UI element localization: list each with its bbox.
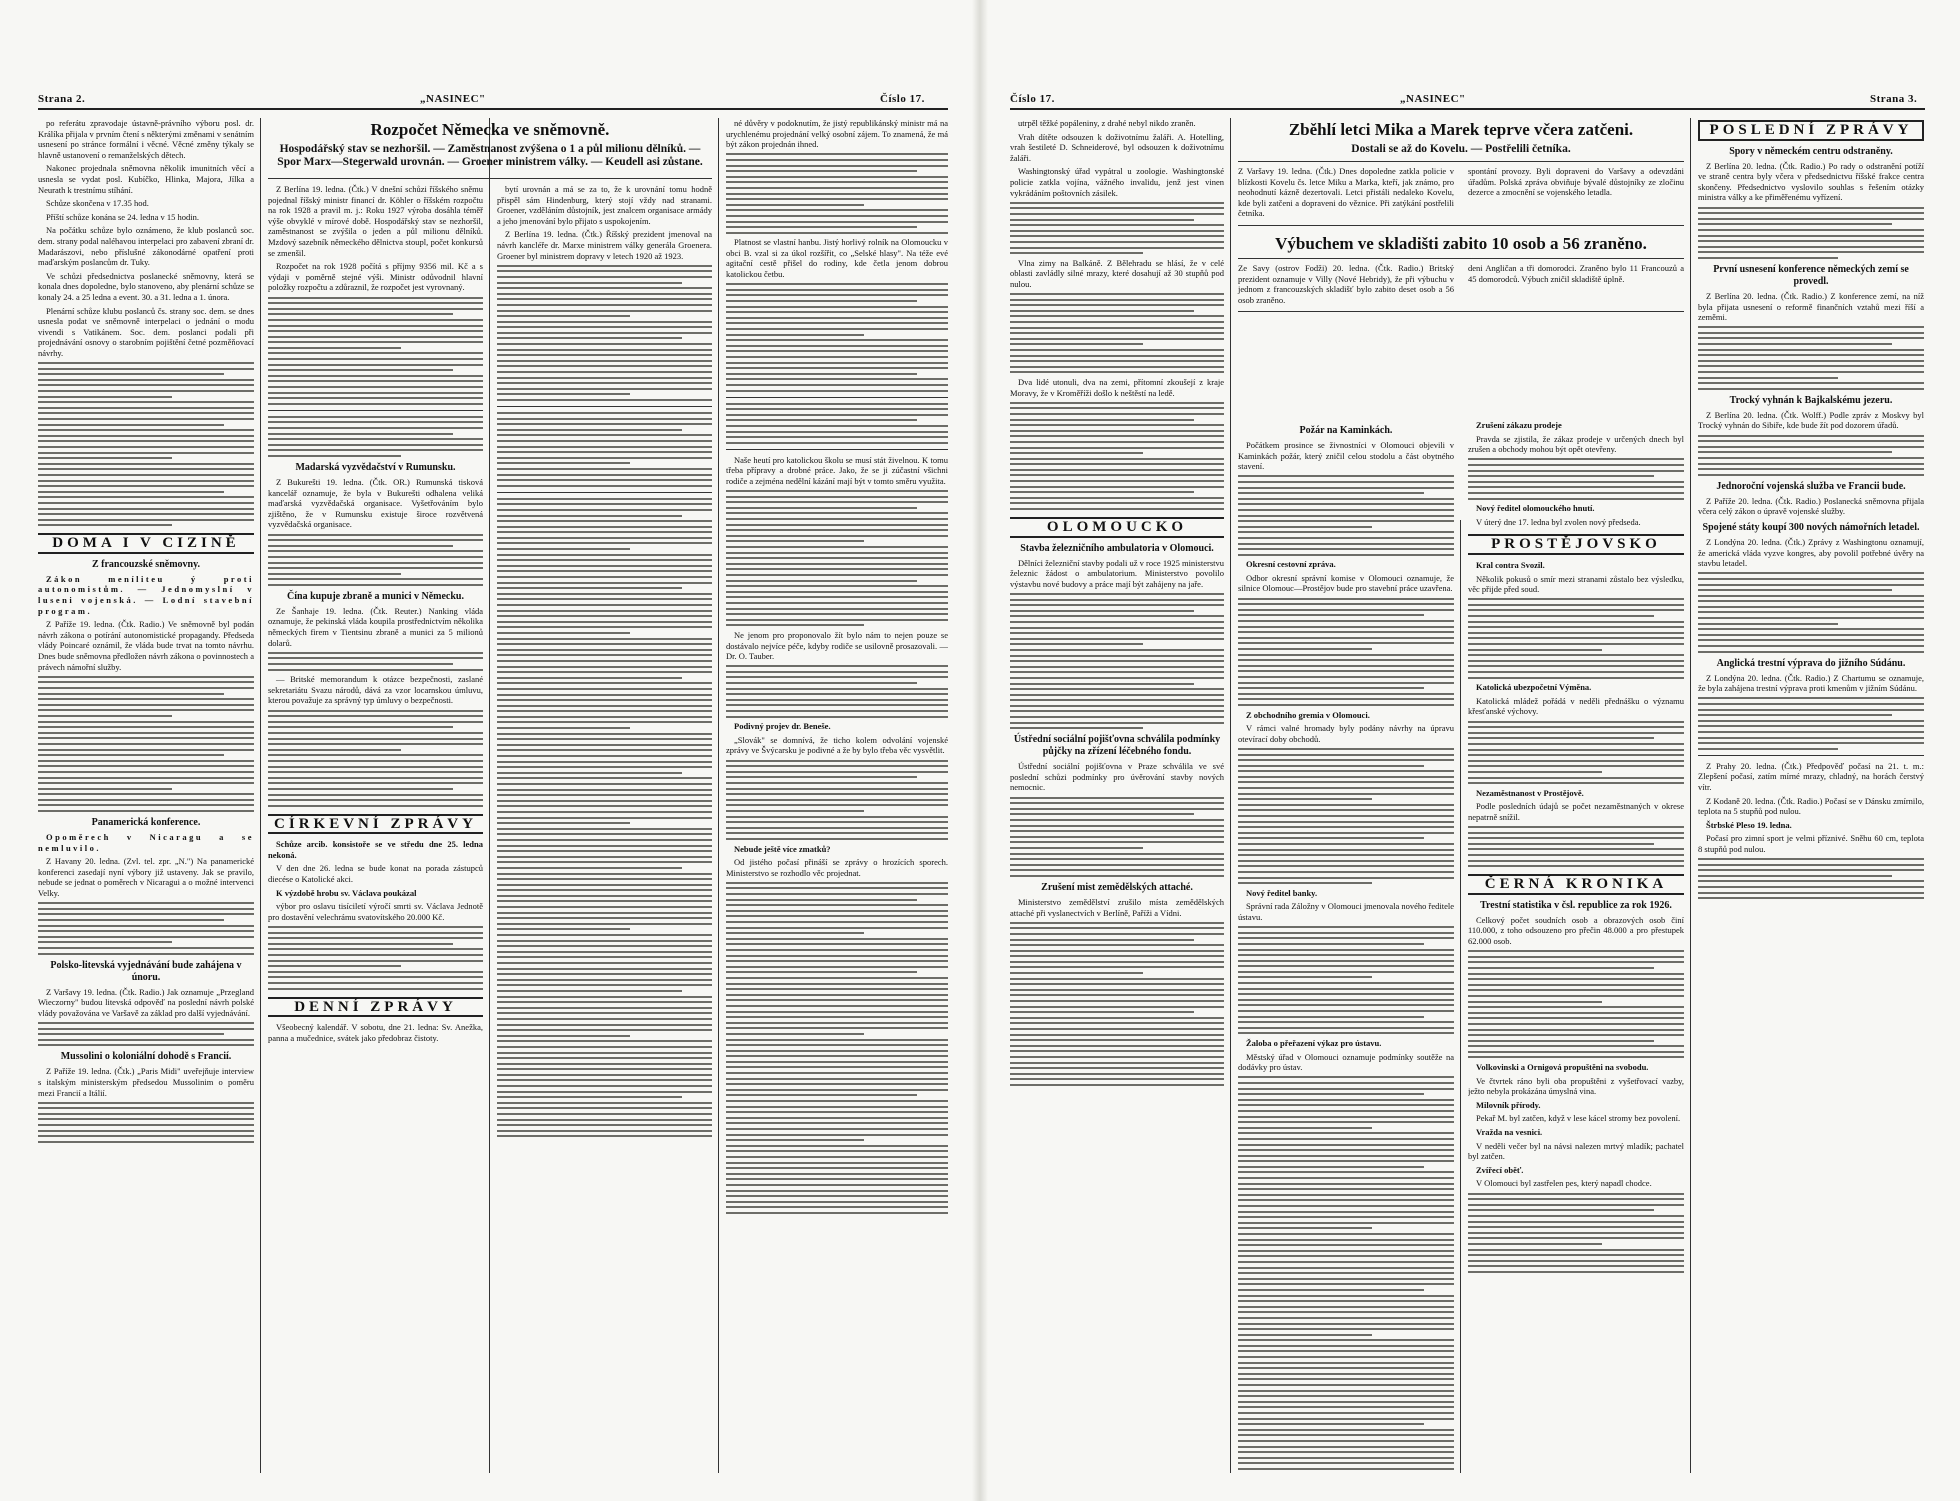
- column-rule: [1230, 118, 1231, 1473]
- text-filler: [1468, 721, 1684, 785]
- item-text: Od jistého počasí přináší se zprávy o hrozících sporech. Ministerstvo se rozhodlo věc projednat.: [726, 857, 948, 878]
- item-text: Naše heutí pro katolickou školu se musí stát živelnou. K tomu třeba přípravy a drobné práce. Jako, že se ji zúčastní všichni rodiče a zejména nedělní kázání mají být v tomto směru využita.: [726, 454, 948, 486]
- item-headline: Vražda na vesnici.: [1476, 1127, 1543, 1138]
- item-headline: Stavba železničního ambulatoria v Olomouci.: [1020, 542, 1214, 554]
- item-headline: Milovník přírody.: [1476, 1099, 1541, 1110]
- paragraph: Schůze skončena v 17.35 hod.: [46, 198, 149, 209]
- item-text: Katolická mládež pořádá v neděli přednášku o významu křesťanské výchovy.: [1468, 695, 1684, 717]
- paragraph: Ve schůzi předsednictva poslanecké sněmovny, která se konala dnes dopoledne, bylo stanoveno, aby plenární schůze se konaly 24. a 25 ledna a event. 30. a 31. ledna a 1. února.: [38, 270, 254, 302]
- item-headline: Trestní statistika v čsl. republice za rok 1926.: [1480, 899, 1672, 911]
- text-filler: [1698, 435, 1924, 476]
- item-headline: Nový ředitel olomouckého hnutí.: [1476, 503, 1595, 514]
- column-rule: [260, 118, 261, 1473]
- item-headline: Schůze arcib. konsistoře se ve středu dne 25. ledna nekoná.: [268, 839, 483, 860]
- section-title-olomoucko: OLOMOUCKO: [1010, 517, 1224, 538]
- article-header-rozpocet: [268, 118, 712, 174]
- header-rule: [1010, 108, 1925, 110]
- item-headline: Nebude ještě více zmatků?: [734, 843, 831, 854]
- item-headline: K výzdobě hrobu sv. Václava poukázal: [276, 887, 417, 898]
- item-text: Odbor okresní správní komise v Olomouci oznamuje, že silnice Olomouc—Prostějov bude pro stavební práce uzavřena.: [1238, 572, 1454, 594]
- masthead-right: „NASINEC": [1400, 93, 1466, 105]
- item-text: Z Berlína 20. ledna. (Čtk. Radio.) Po rady o odstranění potíží ve straně centra byly včera v předsednictvu říšské frakce centra skončeny. Předsednictvo vyslovilo souhlas s řešením otázky ministra války a ke přiměřenému vyřízení.: [1698, 160, 1924, 203]
- item-text: Podle posledních údajů se počet nezaměstnaných v okrese nepatrně snížil.: [1468, 801, 1684, 822]
- text-filler: [1010, 593, 1224, 729]
- text-filler: [38, 362, 254, 526]
- text-filler: [726, 665, 948, 717]
- paragraph: Z Varšavy 19. ledna. (Čtk.) Dnes dopoledne zatkla policie v blízkosti Kovelu čs. letce Miku a Marka, kteří, jak známo, pro neohodnutí kázně dezertovali. Letci přistáli nedaleko Kovelu, kde byli zatčeni a dopraveni do věznice. Při zatýkání postřelili četníka.: [1238, 166, 1454, 219]
- paragraph: po referátu zpravodaje ústavně-právního výboru posl. dr. Králíka přijala v prvním čtení s některými změnami v senátním usnesení po stránce formální i věcné. Věcné změny týkaly se hlavně ustanovení o remanželských dětech.: [38, 118, 254, 160]
- text-filler: [1238, 598, 1454, 706]
- paragraph: Dva lidé utonuli, dva na zemi, přítomní zkoušejí z kraje Moravy, že v Kroměříži došlo k neštěstí na ledě.: [1010, 376, 1224, 398]
- item-text: Ve čtvrtek ráno byli oba propuštěni z vyšetřovací vazby, ježto nebyla prokázána úmyslná vina.: [1468, 1075, 1684, 1097]
- text-filler: [38, 1022, 254, 1046]
- item-text: Několik pokusů o smír mezi stranami zůstalo bez výsledku, věc přijde před soud.: [1468, 573, 1684, 595]
- text-filler: [38, 1102, 254, 1143]
- item-headline: Nový ředitel banky.: [1246, 887, 1318, 898]
- right-page: [980, 0, 1960, 1501]
- text-filler: [1238, 748, 1454, 884]
- left-column-1: [38, 118, 254, 1473]
- item-text: Ministerstvo zemědělství zrušilo místa zemědělských attaché při vyslanectvích v Berlíně, Paříži a Vídni.: [1010, 896, 1224, 918]
- left-column-2: [268, 184, 483, 1473]
- issue-number-right: Číslo 17.: [1010, 93, 1055, 105]
- text-filler: [268, 297, 483, 405]
- text-filler: [268, 534, 483, 586]
- text-filler: [1238, 475, 1454, 555]
- item-text: Z Paříže 19. ledna. (Čtk.) „Paris Midi" uveřejňuje interview s italským ministerským předsedou Mussolinim o poměru mezi Francií a Itálií.: [38, 1066, 254, 1098]
- paragraph: deni Angličan a tři domorodci. Zraněno bylo 11 Francouzů a 45 domorodců. Výbuch zničil skladiště úplně.: [1468, 262, 1684, 284]
- item-text: V neděli večer byl na návsi nalezen mrtvý mladík; pachatel byl zatčen.: [1468, 1140, 1684, 1162]
- item-headline: Žaloba o přeřazení výkaz pro ústavu.: [1246, 1038, 1382, 1048]
- item-lead: Opoměrech v Nicaragu a se nemluvilo.: [38, 832, 254, 853]
- issue-number-left: Číslo 17.: [880, 93, 925, 105]
- page-number-right: Strana 3.: [1870, 93, 1918, 105]
- item-text: Z Berlína 20. ledna. (Čtk. Radio.) Z konference zemí, na níž byla přijata usnesení o reformě finančních vztahů mezi říší a zeměmi.: [1698, 290, 1924, 323]
- paragraph: utrpěl těžké popáleniny, z drahé nebyl nikdo zraněn.: [1018, 118, 1196, 128]
- item-text: Z Paříže 20. ledna. (Čtk. Radio.) Poslanecká sněmovna přijala včera celý zákon o úpravě vojenské služby.: [1698, 495, 1924, 517]
- text-filler: [726, 283, 948, 391]
- item-headline: Čína kupuje zbraně a munici v Německu.: [287, 590, 464, 602]
- text-filler: [726, 490, 948, 626]
- item-text: Z Havany 20. ledna. (Zvl. tel. zpr. „N.") Na panamerické konferenci zasedají nyní výbory již ustaveny. Jak se pravilo, nebude se jednat o poměrech v Nicaragui a o možné intervenci Velky.: [38, 856, 254, 899]
- item-headline: Panamerická konference.: [91, 817, 201, 829]
- item-text: Ústřední sociální pojišťovna v Praze schválila ve své poslední schůzi podmínky pro úvěrování stavby nových nemocnic.: [1010, 761, 1224, 793]
- text-filler: [38, 902, 254, 954]
- item-text: Z Londýna 20. ledna. (Čtk.) Zprávy z Washingtonu oznamují, že americká vláda vyzve kongres, aby povolil potřebné úvěry na stavbu letadel.: [1698, 536, 1924, 569]
- item-text: Počátkem prosince se živnostníci v Olomouci objevili v Kaminkách požár, který zničil celou stodolu a část obytného stavení.: [1238, 440, 1454, 472]
- item-headline: Ústřední sociální pojišťovna schválila podmínky půjčky na zřízení léčebného fondu.: [1013, 734, 1221, 758]
- paragraph: Platnost se vlastní hanbu. Jistý horlivý rolník na Olomoucku v obci B. vzal si za úkol rozšířit, co „Selské hlasy". Na téže evé agitační cestě přišel do rodiny, kde četla jenom dobrou katolickou četbu.: [726, 237, 948, 280]
- item-text: V den dne 26. ledna se bude konat na porada zástupců diecése o Katolické akci.: [268, 863, 483, 885]
- paragraph: spontání provozy. Byli dopraveni do Varšavy a odevzdáni úřadům. Polská zpráva obviňuje bývalé důstojníky ze zločinu dezerce a zmocnění se vojenského letadla.: [1468, 166, 1684, 198]
- text-filler: [497, 498, 712, 1138]
- item-text: Z Londýna 20. ledna. (Čtk. Radio.) Z Chartumu se oznamuje, že byla zahájena trestní výprava proti kmenům v jižním Súdánu.: [1698, 672, 1924, 694]
- text-filler: [1010, 293, 1224, 373]
- item-text: „Slovák" se domnívá, že ticho kolem odvolání vojenské zprávy ve Švýcarsku je podivné a že by bylo třeba věc vysvětlit.: [726, 734, 948, 756]
- text-filler: [268, 926, 483, 990]
- text-filler: [1468, 1193, 1684, 1273]
- paragraph: bytí urovnán a má se za to, že k urovnání tomu hodně přispěl sám Hindenburg, který stojí vždy nad stranami. Groener, vzděláním důstojník, jest znalcem organisace armády a jeho jmenování bylo přijato s uspokojením.: [497, 184, 712, 226]
- item-headline: Zrušení mist zemědělských attaché.: [1041, 881, 1193, 893]
- item-headline: Nezaměstnanost v Prostějově.: [1476, 787, 1584, 798]
- column-rule: [1460, 520, 1461, 1473]
- text-filler: [1010, 402, 1224, 510]
- masthead-left: „NASINEC": [420, 93, 486, 105]
- text-filler: [726, 153, 948, 233]
- text-filler: [38, 676, 254, 812]
- item-text: Z Paříže 19. ledna. (Čtk. Radio.) Ve sněmovně byl podán návrh zákona o potírání autonomistické propagandy. Předseda vlády Poincaré oznámil, že vláda bude trvat na tomto návrhu. Dnes bude sněmovna předložen návrh zákona o povinnostech a právech námořní služby.: [38, 619, 254, 672]
- text-filler: [1698, 207, 1924, 259]
- page-gutter: [972, 0, 988, 1501]
- paragraph: Nakonec projednala sněmovna několik imunitních věcí a usnesla se vydat posl. Kubíčko, Hlinka, Majora, Jílka a Neurath k trestnímu stíhání.: [38, 163, 254, 195]
- paragraph: Z Berlína 19. ledna. (Čtk.) Říšský prezident jmenoval na návrh kancléře dr. Marxe ministrem války generála Groenera. Groener byl ministrem dopravy v letech 1920 až 1923.: [497, 229, 712, 261]
- item-headline: Spojené státy koupí 300 nových námořních letadel.: [1702, 521, 1920, 533]
- item-headline: Podivný projev dr. Beneše.: [734, 721, 831, 732]
- paragraph: Washingtonský úřad vypátral u zoologie. Washingtonské policie zatkla vojína, vážného invalidu, jenž jest vinen vykrádáním poštovních zásilek.: [1010, 166, 1224, 198]
- section-title-cirkevni: CÍRKEVNÍ ZPRÁVY: [268, 814, 483, 835]
- item-text: Z Berlína 20. ledna. (Čtk. Wolff.) Podle zpráv z Moskvy byl Trocký vyhnán do Sibiře, kde bude žít pod dozorem úřadů.: [1698, 409, 1924, 431]
- text-filler: [1468, 598, 1684, 678]
- item-text: Pravda se zjistila, že zákaz prodeje v určených dnech byl zrušen a obchody mohou být opět otevřeny.: [1468, 433, 1684, 455]
- text-filler: [1238, 926, 1454, 1034]
- text-filler: [726, 882, 948, 1214]
- article-headline: Zběhlí letci Mika a Marek teprve včera zatčeni.: [1288, 120, 1634, 139]
- section-title-denni: DENNÍ ZPRÁVY: [268, 997, 483, 1018]
- text-filler: [1010, 922, 1224, 1086]
- right-column-2: [1238, 420, 1454, 1473]
- text-filler: [1010, 797, 1224, 877]
- text-filler: [1468, 458, 1684, 499]
- item-text: Ze Šanhaje 19. ledna. (Čtk. Reuter.) Nanking vláda oznamuje, že pekinská vláda koupila prostřednictvím několika německých firem v Tientsinu zbraně a munici za 5 milionů dolarů.: [268, 605, 483, 648]
- item-headline: První usnesení konference německých zemí se provedl.: [1713, 263, 1909, 287]
- item-headline: Volkovinski a Ornigová propuštěni na svobodu.: [1476, 1062, 1649, 1073]
- item-headline: Požár na Kaminkách.: [1299, 425, 1393, 436]
- item-text: Všeobecný kalendář. V sobotu, dne 21. ledna: Sv. Anežka, panna a mučednice, svátek jako předobraz čistoty.: [268, 1022, 483, 1043]
- item-headline: Trocký vyhnán k Bajkalskému jezeru.: [1729, 394, 1893, 406]
- left-column-3: [497, 184, 712, 1473]
- item-text: Městský úřad v Olomouci oznamuje podmínky soutěže na dodávky pro ústav.: [1238, 1051, 1454, 1073]
- paragraph: Ze Savy (ostrov Fodži) 20. ledna. (Čtk. Radio.) Britský prezident oznamuje v Villy (Nové Hebridy), že při výbuchu v jednom z francouzských skladišť bylo zabito deset osob a 56 osob zraněno.: [1238, 262, 1454, 305]
- right-column-1: [1010, 118, 1224, 1473]
- item-headline: Kral contra Svozil.: [1476, 559, 1545, 570]
- text-filler: [1698, 572, 1924, 652]
- text-filler: [268, 710, 483, 807]
- paragraph: Vlna zimy na Balkáně. Z Bělehradu se hlásí, že v celé oblasti zavládly silné mrazy, které dosahují až 30 stupňů pod nulou.: [1010, 257, 1224, 289]
- article-header-letci: [1238, 118, 1684, 312]
- paragraph: Vrah dítěte odsouzen k doživotnímu žaláři. A. Hotelling, vrah šestileté D. Schneiderové, byl odsouzen k doživotnímu žaláři.: [1010, 131, 1224, 163]
- paragraph: Příští schůze konána se 24. ledna v 15 hodin.: [46, 211, 199, 222]
- item-text: V Olomouci byl zastřelen pes, který napadl chodce.: [1476, 1178, 1652, 1189]
- page-number-left: Strana 2.: [38, 93, 86, 105]
- paragraph: Rozpočet na rok 1928 počítá s příjmy 9356 mil. Kč a s výdaji v poměrně stejné výši. Ministr odůvodnil hlavní položky rozpočtu a zdůraznil, že rozpočet jest vyrovnaný.: [268, 261, 483, 293]
- text-filler: [1698, 697, 1924, 749]
- text-filler: [268, 416, 483, 457]
- item-headline: Z francouzské sněmovny.: [91, 558, 201, 570]
- item-text: Z Varšavy 19. ledna. (Čtk. Radio.) Jak oznamuje „Przegland Wieczorny" budou litevská odpověď na poslední návrh polské vlády považována ve Varšavě za základ pro další vyjednávání.: [38, 986, 254, 1018]
- section-title-doma: DOMA I V CIZINĚ: [38, 533, 254, 554]
- right-column-4: [1698, 118, 1924, 1473]
- item-text: Pekař M. byl zatčen, když v lese kácel stromy bez povolení.: [1476, 1113, 1681, 1124]
- right-column-3: [1468, 420, 1684, 1473]
- text-filler: [497, 412, 712, 487]
- item-headline: Spory v německém centru odstraněny.: [1729, 145, 1893, 157]
- paragraph: Plenární schůze klubu poslanců čs. strany soc. dem. se dnes usnesla podat ve sněmovně interpelaci o jednání o modu vivendi s Vatikánem. Soc. dem. poslanci podali při projednávání osnovy o starobním pojištění četné pozměňovací návrhy.: [38, 305, 254, 358]
- section-title-cerna-kronika: ČERNÁ KRONIKA: [1468, 874, 1684, 895]
- text-filler: [1698, 326, 1924, 390]
- left-column-4: [726, 118, 948, 1473]
- item-headline: Madarská vyzvědačství v Rumunsku.: [295, 461, 456, 473]
- item-headline: Zvířecí oběť.: [1476, 1164, 1524, 1175]
- section-title-posledni: POSLEDNÍ ZPRÁVY: [1698, 120, 1924, 141]
- item-text: Správní rada Záložny v Olomouci jmenovala nového ředitele ústavu.: [1238, 901, 1454, 922]
- paragraph: Na počátku schůze bylo oznámeno, že klub poslanců soc. dem. strany podal naléhavou interpelaci pro zabavení zbraní dr. Madarászovi, nebo příslušné zákonodárné opatření proti maďarským poslancům dr. Tuky.: [38, 225, 254, 268]
- item-headline: Katolická ubezpočetní Výměna.: [1476, 682, 1592, 693]
- item-text: Počasí pro zimní sport je velmi příznivé. Sněhu 60 cm, teplota 8 stupňů pod nulou.: [1698, 833, 1924, 854]
- text-filler: [726, 760, 948, 840]
- article-deck: Dostali se až do Kovelu. — Postřelili četníka.: [1351, 143, 1571, 155]
- item-text: Z Kodaně 20. ledna. (Čtk. Radio.) Počasí se v Dánsku zmírnilo, teplota na 5 stupňů pod nulou.: [1698, 795, 1924, 817]
- article-headline: Rozpočet Německa ve sněmovně.: [370, 120, 610, 139]
- text-filler: [726, 403, 948, 444]
- item-text: V úterý dne 17. ledna byl zvolen nový předseda.: [1476, 516, 1641, 527]
- item-text: Dělníci železniční stavby podali už v roce 1925 ministerstvu železnic žádost o ambulatorium. Ministerstvo povolilo výstavbu nové budovy a práce mají být zahájeny na jaře.: [1010, 557, 1224, 589]
- article-deck: Hospodářský stav se nezhoršil. — Zaměstnanost zvýšena o 1 a půl milionu dělníků. — Spor Marx—Stegerwald urovnán. — Groener ministrem války. — Keudell asi zůstane.: [277, 143, 703, 168]
- column-rule: [1690, 118, 1691, 1473]
- text-filler: [268, 652, 483, 671]
- column-rule: [489, 118, 490, 1473]
- item-headline: Polsko-litevská vyjednávání bude zahájena v únoru.: [50, 959, 242, 983]
- item-headline: Štrbské Pleso 19. ledna.: [1706, 819, 1792, 830]
- item-text: Z Prahy 20. ledna. (Čtk.) Předpověď počasí na 21. t. m.: Zlepšení počasí, zatím mírné mrazy, chladný, na horách čerstvý vítr.: [1698, 760, 1924, 792]
- item-headline: Z obchodního gremia v Olomouci.: [1246, 709, 1370, 720]
- text-filler: [1468, 826, 1684, 867]
- text-filler: [1468, 950, 1684, 1058]
- item-text: výbor pro oslavu tisíciletí výročí smrti sv. Václava Jednotě pro dostavění velechrámu svatovítského 20.000 Kč.: [268, 901, 483, 922]
- text-filler: [1238, 1076, 1454, 1473]
- item-headline: Zrušení zákazu prodeje: [1476, 420, 1562, 430]
- paragraph: né důvěry v podoknutím, že jistý republikánský ministr má na urychlenému projednání velký osobní zájem. To znamená, že má být zákon projednán ihned.: [726, 118, 948, 150]
- header-rule: [38, 108, 948, 110]
- text-filler: [1698, 858, 1924, 899]
- item-text: V rámci valné hromady byly podány návrhy na úpravu otevírací doby obchodů.: [1238, 723, 1454, 744]
- article-headline: Výbuchem ve skladišti zabito 10 osob a 56 zraněno.: [1275, 233, 1647, 253]
- paragraph: Z Berlína 19. ledna. (Čtk.) V dnešní schůzi říšského sněmu pojednal říšský ministr financí dr. Köhler o říšském rozpočtu na rok 1928 a pravil m. j.: Roku 1927 výroba dosáhla téměř výše obvyklé v mírové době. Hospodářský stav se nezhoršil, zaměstnanost se zvýšila o jeden a půl milionu dělníků. Mzdový sazebník německého dělnictva stoupl, počet konkursů se zmenšil.: [268, 184, 483, 258]
- section-title-prostejovsko: PROSTĚJOVSKO: [1468, 534, 1684, 555]
- item-headline: Anglická trestní výprava do jižního Súdánu.: [1716, 657, 1906, 669]
- item-text: — Britské memorandum k otázce bezpečnosti, zaslané sekretariátu Svazu národů, dává za vzor locarnskou úmluvu, kterou považuje za správný typ úmluvy o bezpečnosti.: [268, 674, 483, 706]
- text-filler: [1010, 202, 1224, 254]
- text-filler: [497, 265, 712, 401]
- item-lead: Zákon meníliteu ý proti autonomistům. — Jednomyslní v luseni vojenská. — Lodní stavební program.: [38, 573, 254, 616]
- item-headline: Okresní cestovní zpráva.: [1246, 559, 1336, 570]
- item-text: Celkový počet soudních osob a obrazových osob činí 110.000, z toho odsouzeno pro přečin 48.000 a pro přestupek 62.000 osob.: [1468, 914, 1684, 946]
- item-headline: Mussolini o koloniální dohodě s Francií.: [60, 1051, 232, 1063]
- item-headline: Jednoroční vojenská služba ve Francii bude.: [1716, 480, 1906, 492]
- column-rule: [718, 118, 719, 1473]
- item-text: Z Bukurešti 19. ledna. (Čtk. OR.) Rumunská tisková kancelář oznamuje, že byla v Bukurešti odhalena veliká maďarská vyzvědačská organisace. Vyšetřováním bylo zjištěno, že v Rumunsku existuje široce rozvětvená vyzvědačská organisace.: [268, 476, 483, 530]
- item-text: Ne jenom pro proponovalo žít bylo nám to nejen pouze se dostávalo nejvíce péče, kdyby rodiče se usilovně prosazovali. — Dr. O. Tauber.: [726, 629, 948, 662]
